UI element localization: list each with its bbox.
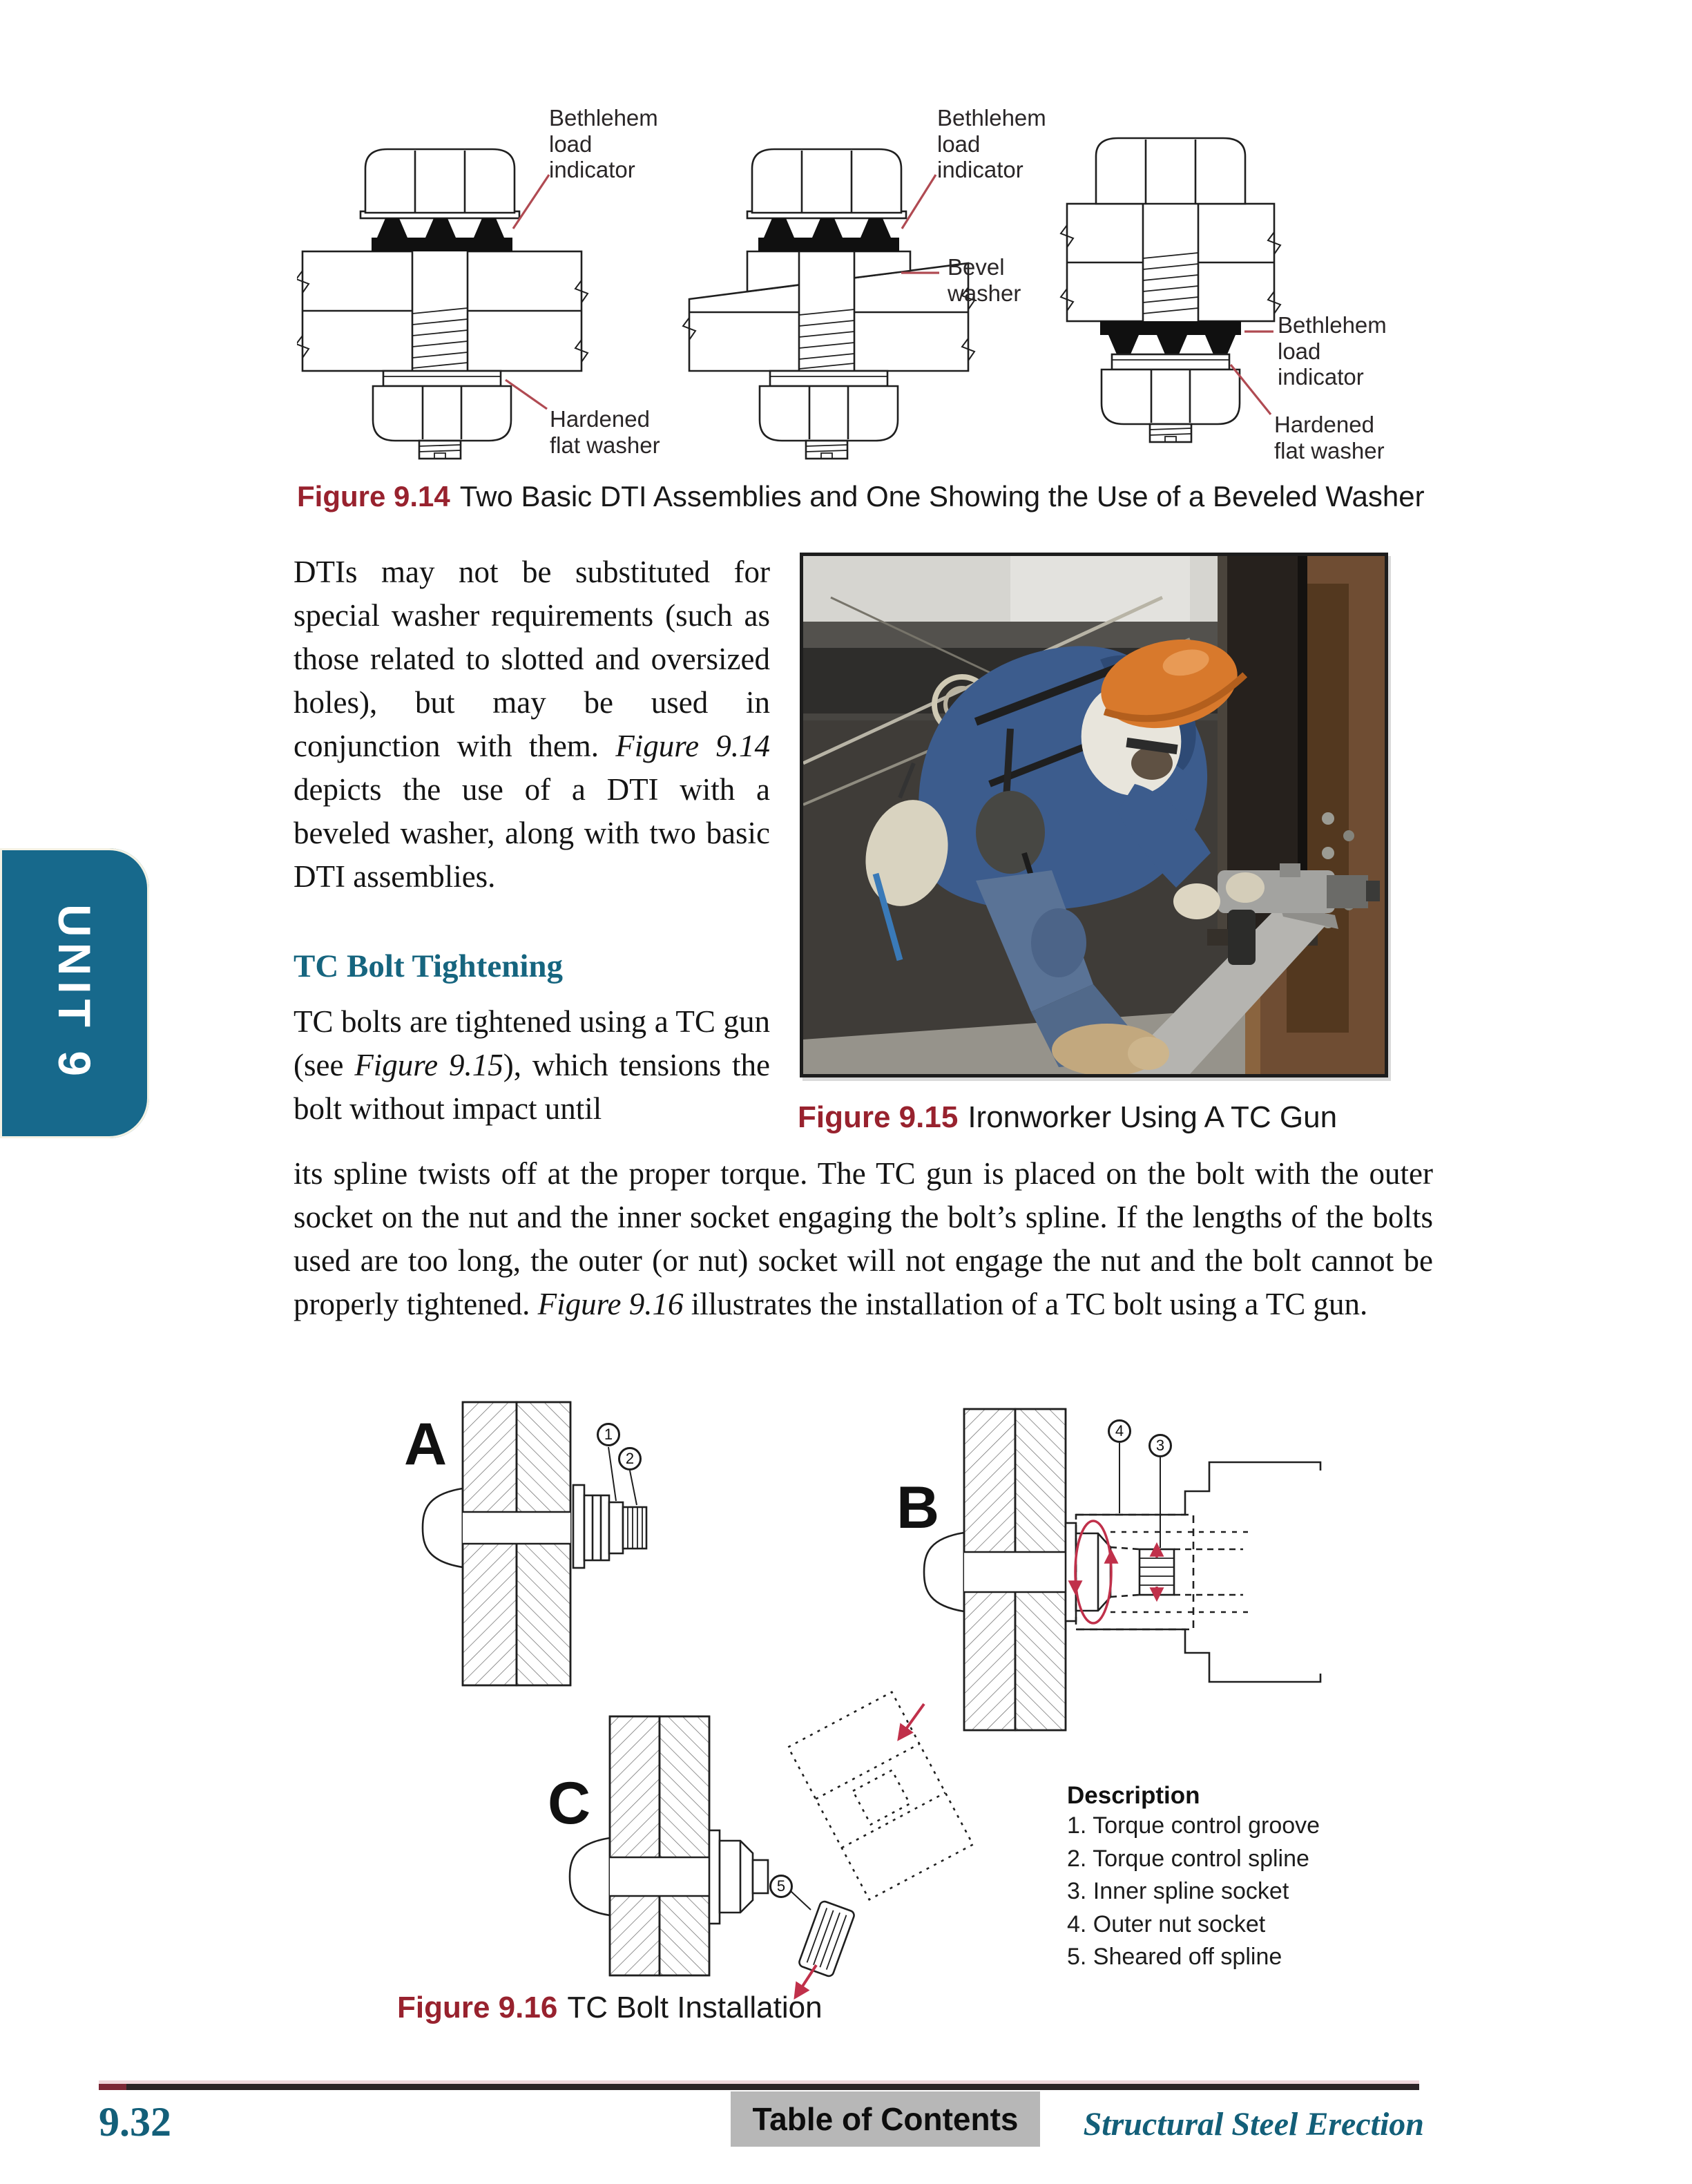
callout-5: 5	[769, 1875, 793, 1898]
description-title: Description	[1067, 1782, 1200, 1809]
paragraph-tc-text-end: ), which tensions the bolt without impact until	[294, 1048, 770, 1126]
page-number: 9.32	[99, 2099, 171, 2145]
figure-9-15-caption	[798, 1100, 1337, 1135]
figure-9-14-caption-text: Two Basic DTI Assemblies and One Showing the Use of a Beveled Washer	[459, 480, 1425, 513]
figure-9-16-caption-label: Figure 9.16	[397, 1991, 558, 2024]
unit-9-tab	[0, 848, 149, 1138]
paragraph-dti	[294, 550, 770, 899]
paragraph-spline-text: its spline twists off at the proper torque. The TC gun is placed on the bolt with the outer socket on the nut and the inner socket engaging the bolt’s spline. If the lengths of the bolts used are too long, the outer (or nut) socket will not engage the nut and the bolt cannot be properly tightened.	[294, 1156, 1433, 1321]
figure-9-15-caption-label: Figure 9.15	[798, 1100, 959, 1134]
callout-3: 3	[1148, 1434, 1172, 1457]
dti-assembly-2-bevel	[683, 149, 974, 459]
figure-9-15-caption-text: Ironworker Using A TC Gun	[968, 1100, 1338, 1134]
tc-panel-c	[570, 1692, 973, 1977]
label-flat-washer-1: Hardened flat washer	[550, 406, 660, 458]
label-load-indicator-3: Bethlehem load indicator	[1278, 312, 1387, 390]
dti-assembly-1	[297, 149, 588, 459]
figure-9-14-caption-label: Figure 9.14	[297, 480, 450, 513]
panel-label-a: A	[404, 1411, 448, 1477]
description-item-4: 4. Outer nut socket	[1067, 1910, 1266, 1937]
paragraph-spline	[294, 1152, 1433, 1326]
description-item-5: 5. Sheared off spline	[1067, 1944, 1282, 1971]
figure-9-16-caption-text: TC Bolt Installation	[567, 1991, 823, 2024]
table-of-contents-label: Table of Contents	[752, 2101, 1019, 2137]
ironworker-photo	[800, 553, 1388, 1077]
description-item-1: 1. Torque control groove	[1067, 1812, 1320, 1839]
paragraph-tc-text: TC bolts are tightened using a TC gun (see	[294, 1004, 770, 1082]
label-load-indicator-2: Bethlehem load indicator	[937, 105, 1046, 183]
figure-9-14-reference: Figure 9.14	[615, 729, 770, 763]
figure-9-14-caption	[297, 480, 1425, 513]
tc-panel-b	[924, 1409, 1320, 1730]
book-title: Structural Steel Erection	[1083, 2106, 1424, 2143]
description-item-3: 3. Inner spline socket	[1067, 1878, 1289, 1905]
section-heading-tc-bolt-tightening: TC Bolt Tightening	[294, 948, 564, 984]
footer-rule-maroon-cap	[99, 2084, 126, 2090]
paragraph-spline-text-end: illustrates the installation of a TC bolt using a TC gun.	[683, 1287, 1368, 1321]
paragraph-dti-text: DTIs may not be substituted for special washer requirements (such as those related to slotted and oversized holes), but may be used in conjunction with them.	[294, 555, 770, 763]
panel-label-b: B	[896, 1475, 940, 1541]
label-load-indicator-1: Bethlehem load indicator	[549, 105, 658, 183]
figure-9-16-reference: Figure 9.16	[537, 1287, 684, 1321]
paragraph-dti-text-end: depicts the use of a DTI with a beveled washer, along with two basic DTI assemblies.	[294, 772, 770, 894]
table-of-contents-button[interactable]	[731, 2091, 1040, 2147]
figure-9-15-reference: Figure 9.15	[354, 1048, 503, 1082]
footer-rule	[99, 2084, 1419, 2090]
figure-9-14-diagram	[297, 90, 1443, 504]
callout-4: 4	[1108, 1419, 1131, 1443]
tc-description-list	[1067, 1782, 1371, 1974]
unit-9-tab-label: UNIT 9	[49, 904, 100, 1082]
figure-9-16-caption	[397, 1991, 823, 2025]
callout-2: 2	[618, 1447, 642, 1471]
label-flat-washer-3: Hardened flat washer	[1274, 412, 1385, 463]
dti-assembly-3	[1061, 138, 1280, 442]
callout-1: 1	[597, 1423, 620, 1446]
description-item-2: 2. Torque control spline	[1067, 1845, 1309, 1872]
label-bevel-washer: Bevel washer	[948, 254, 1021, 306]
paragraph-tc-bolts	[294, 1000, 770, 1131]
panel-label-c: C	[548, 1770, 591, 1837]
ironworker-photo-art	[803, 556, 1385, 1074]
